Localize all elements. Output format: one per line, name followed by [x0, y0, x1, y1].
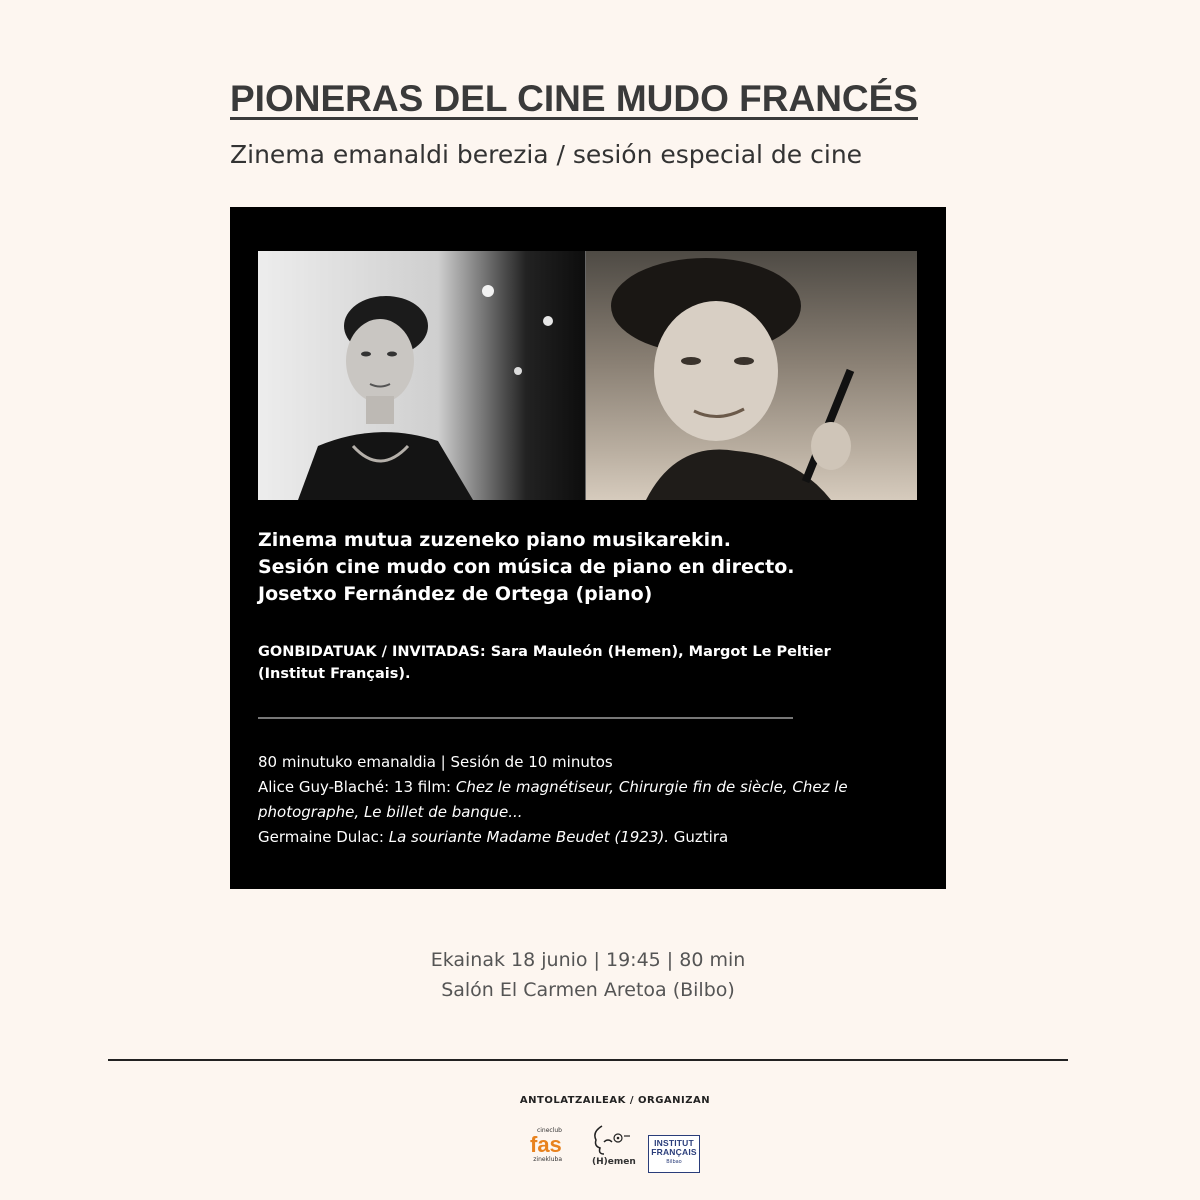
lead-line-1: Zinema mutua zuzeneko piano musikarekin. — [258, 529, 731, 551]
page-title: PIONERAS DEL CINE MUDO FRANCÉS — [230, 78, 918, 119]
guests-paragraph — [258, 641, 898, 685]
germaine-dulac-photo — [586, 251, 917, 500]
organizers-label: ANTOLATZAILEAK / ORGANIZAN — [519, 1095, 711, 1106]
germaine-film: La souriante Madame Beudet (1923). — [388, 828, 669, 846]
germaine-prefix: Germaine Dulac: — [258, 828, 384, 846]
hemen-face-icon — [588, 1124, 632, 1156]
hemen-logo-name: (H)emen — [592, 1157, 636, 1167]
alice-films: Chez le magnétiseur, Chirurgie fin de siècle, Chez le photographe, Le billet de banque... — [258, 778, 848, 821]
guests-text: Sara Mauleón (Hemen), Margot Le Peltier (Institut Français). — [258, 644, 831, 682]
institut-line-2: FRANÇAIS — [651, 1147, 697, 1157]
alice-prefix: Alice Guy-Blaché: 13 film: — [258, 778, 452, 796]
event-card — [230, 207, 946, 889]
lead-line-2: Sesión cine mudo con música de piano en directo. — [258, 556, 795, 578]
event-details — [0, 945, 1176, 1005]
lead-line-3: Josetxo Fernández de Ortega (piano) — [258, 583, 653, 605]
institut-line-3: Bilbao — [666, 1159, 682, 1165]
footer-divider — [108, 1059, 1068, 1061]
germaine-suffix: Guztira — [673, 828, 729, 846]
institut-line-1: INSTITUT — [654, 1138, 694, 1148]
institut-francais-logo — [648, 1135, 700, 1173]
fas-logo-name: fas — [530, 1132, 562, 1157]
page-subtitle: Zinema emanaldi berezia / sesión especial de cine — [230, 140, 863, 169]
program-info — [258, 750, 898, 850]
alice-guy-photo — [258, 251, 585, 500]
germaine-line — [258, 825, 898, 850]
lead-text — [258, 527, 918, 608]
hemen-logo — [588, 1124, 636, 1174]
card-divider — [258, 717, 793, 719]
fas-logo-top: cineclub — [536, 1127, 562, 1134]
fas-logo — [530, 1127, 562, 1175]
alice-line — [258, 775, 898, 825]
guests-label: GONBIDATUAK / INVITADAS: — [258, 644, 486, 660]
duration-line: 80 minutuko emanaldia | Sesión de 10 minutos — [258, 753, 613, 771]
venue-line: Salón El Carmen Aretoa (Bilbo) — [441, 979, 735, 1001]
fas-logo-bottom: zinekluba — [533, 1156, 562, 1163]
date-line: Ekainak 18 junio | 19:45 | 80 min — [430, 949, 746, 971]
